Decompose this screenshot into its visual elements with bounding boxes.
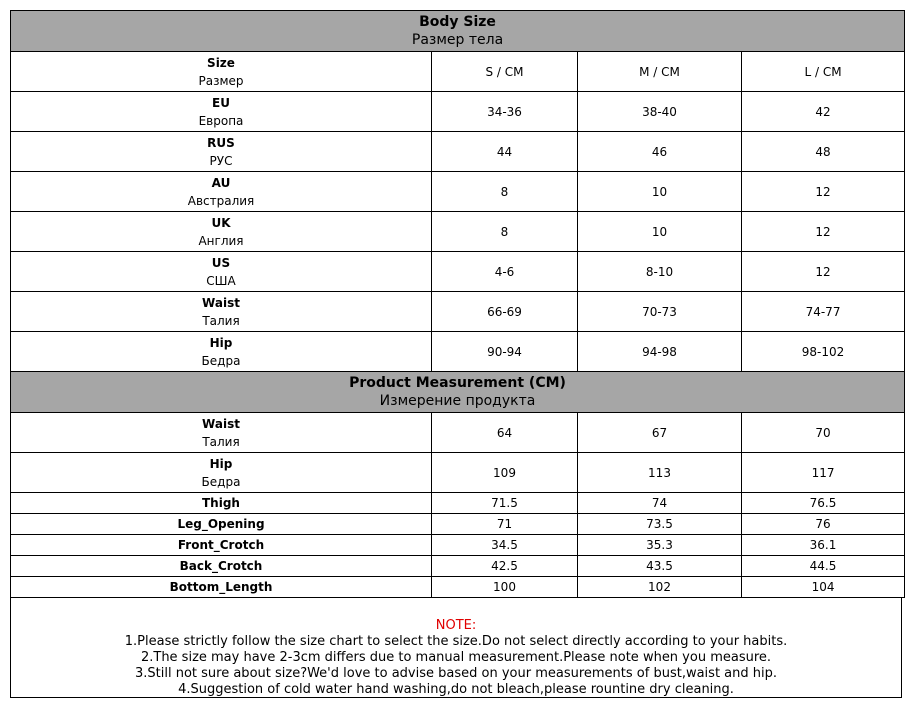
cell-m: 38-40 <box>578 92 742 132</box>
table-row <box>11 252 905 292</box>
cell-l: 12 <box>742 252 905 292</box>
cell-l: 76.5 <box>742 493 905 514</box>
col-header-m: M / CM <box>578 52 742 92</box>
size-table <box>10 10 905 598</box>
cell-m: 10 <box>578 172 742 212</box>
cell-l: 76 <box>742 514 905 535</box>
cell-l: 44.5 <box>742 556 905 577</box>
table-row <box>11 332 905 372</box>
cell-m: 67 <box>578 413 742 453</box>
cell-l: 12 <box>742 172 905 212</box>
cell-s: 8 <box>432 212 578 252</box>
cell-m: 113 <box>578 453 742 493</box>
table-row <box>11 132 905 172</box>
table-row <box>11 413 905 453</box>
cell-m: 70-73 <box>578 292 742 332</box>
row-label: AU Австралия <box>11 172 432 212</box>
note-line: 2.The size may have 2-3cm differs due to manual measurement.Please note when you measure. <box>140 650 772 665</box>
cell-s: 34-36 <box>432 92 578 132</box>
table-row <box>11 535 905 556</box>
cell-l: 12 <box>742 212 905 252</box>
row-label: Bottom_Length <box>11 577 432 598</box>
cell-s: 100 <box>432 577 578 598</box>
table-row <box>11 577 905 598</box>
table-row <box>11 172 905 212</box>
row-label: Waist Талия <box>11 413 432 453</box>
col-header-s: S / CM <box>432 52 578 92</box>
product-title: Product Measurement (CM) <box>349 375 566 391</box>
cell-s: 4-6 <box>432 252 578 292</box>
cell-s: 66-69 <box>432 292 578 332</box>
cell-s: 8 <box>432 172 578 212</box>
row-label: UK Англия <box>11 212 432 252</box>
row-label: EU Европа <box>11 92 432 132</box>
size-header-label: Size Размер <box>11 52 432 92</box>
notes-box <box>10 598 902 698</box>
cell-s: 34.5 <box>432 535 578 556</box>
body-size-section-header <box>11 11 905 52</box>
row-label: Waist Талия <box>11 292 432 332</box>
cell-m: 94-98 <box>578 332 742 372</box>
cell-m: 46 <box>578 132 742 172</box>
table-row <box>11 292 905 332</box>
table-row <box>11 556 905 577</box>
cell-m: 74 <box>578 493 742 514</box>
col-header-l: L / CM <box>742 52 905 92</box>
cell-l: 42 <box>742 92 905 132</box>
product-section-header <box>11 372 905 413</box>
note-line: 3.Still not sure about size?We'd love to advise based on your measurements of bust,waist and hip. <box>135 666 777 681</box>
cell-m: 102 <box>578 577 742 598</box>
row-label: Front_Crotch <box>11 535 432 556</box>
table-row <box>11 212 905 252</box>
cell-s: 90-94 <box>432 332 578 372</box>
note-line: 1.Please strictly follow the size chart to select the size.Do not select directly according to your habits. <box>124 634 788 649</box>
note-line: 4.Suggestion of cold water hand washing,do not bleach,please rountine dry cleaning. <box>178 682 734 697</box>
cell-m: 8-10 <box>578 252 742 292</box>
cell-l: 74-77 <box>742 292 905 332</box>
cell-m: 10 <box>578 212 742 252</box>
note-title: NOTE: <box>435 618 477 633</box>
cell-l: 36.1 <box>742 535 905 556</box>
cell-l: 104 <box>742 577 905 598</box>
table-row <box>11 453 905 493</box>
cell-l: 117 <box>742 453 905 493</box>
row-label: Back_Crotch <box>11 556 432 577</box>
row-label: Thigh <box>11 493 432 514</box>
cell-s: 44 <box>432 132 578 172</box>
row-label: US США <box>11 252 432 292</box>
cell-l: 48 <box>742 132 905 172</box>
table-row <box>11 493 905 514</box>
cell-s: 71.5 <box>432 493 578 514</box>
cell-l: 70 <box>742 413 905 453</box>
size-header-row <box>11 52 905 92</box>
size-chart <box>10 10 904 698</box>
cell-s: 109 <box>432 453 578 493</box>
row-label: Hip Бедра <box>11 332 432 372</box>
cell-s: 64 <box>432 413 578 453</box>
body-size-title: Body Size <box>419 14 496 30</box>
cell-s: 42.5 <box>432 556 578 577</box>
cell-s: 71 <box>432 514 578 535</box>
cell-l: 98-102 <box>742 332 905 372</box>
table-row <box>11 514 905 535</box>
cell-m: 73.5 <box>578 514 742 535</box>
body-size-subtitle: Размер тела <box>411 32 504 48</box>
cell-m: 35.3 <box>578 535 742 556</box>
product-subtitle: Измерение продукта <box>379 393 536 409</box>
row-label: Leg_Opening <box>11 514 432 535</box>
row-label: RUS РУС <box>11 132 432 172</box>
row-label: Hip Бедра <box>11 453 432 493</box>
table-row <box>11 92 905 132</box>
cell-m: 43.5 <box>578 556 742 577</box>
